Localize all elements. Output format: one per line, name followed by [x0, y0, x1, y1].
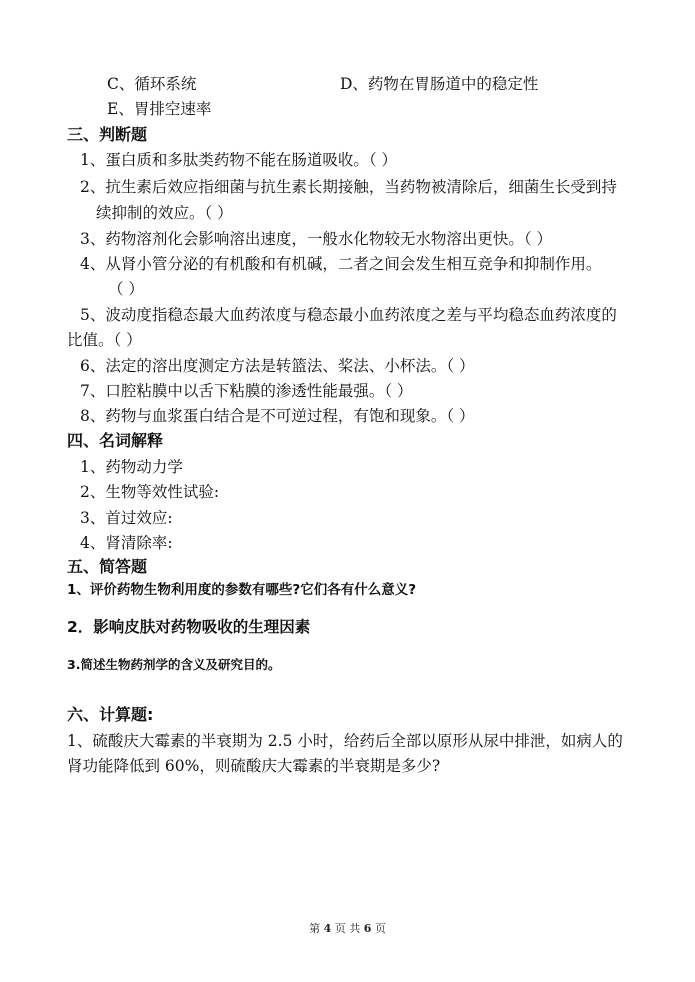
judgement-item-5-cont: 比值。（ ） [67, 331, 142, 349]
option-c: C、循环系统 [107, 75, 197, 93]
definition-item-4: 4、肾清除率: [80, 534, 173, 552]
definition-item-2: 2、生物等效性试验: [80, 483, 220, 501]
calculation-q1-line2: 肾功能降低到 60%，则硫酸庆大霉素的半衰期是多少? [67, 757, 441, 775]
footer-page-number: 4 [323, 922, 332, 935]
definition-item-1: 1、药物动力学 [80, 458, 183, 476]
short-answer-q2: 2．影响皮肤对药物吸收的生理因素 [67, 618, 311, 636]
short-answer-q3: 3.简述生物药剂学的含义及研究目的。 [67, 657, 281, 672]
section-heading-calculation: 六、计算题: [67, 705, 154, 724]
footer-suffix: 页 [374, 922, 386, 935]
option-e: E、胃排空速率 [107, 100, 212, 118]
judgement-item-4-cont: （ ） [108, 280, 144, 298]
judgement-item-1: 1、蛋白质和多肽类药物不能在肠道吸收。（ ） [80, 151, 398, 169]
calculation-q1-line1: 1、硫酸庆大霉素的半衰期为 2.5 小时，给药后全部以原形从尿中排泄，如病人的 [67, 732, 623, 750]
judgement-item-3: 3、药物溶剂化会影响溶出速度，一般水化物较无水物溶出更快。（ ） [80, 230, 553, 248]
section-heading-short-answer: 五、简答题 [67, 557, 148, 576]
definition-item-3: 3、首过效应: [80, 509, 173, 527]
short-answer-q1: 1、评价药物生物利用度的参数有哪些?它们各有什么意义? [67, 582, 417, 598]
option-d: D、药物在胃肠道中的稳定性 [340, 75, 539, 93]
footer-mid: 页 共 [334, 922, 361, 935]
judgement-item-4: 4、从肾小管分泌的有机酸和有机碱，二者之间会发生相互竞争和抑制作用。 [80, 255, 602, 273]
footer-total-pages: 6 [363, 922, 372, 935]
judgement-item-2-cont: 续抑制的效应。（ ） [96, 204, 233, 222]
judgement-item-2: 2、抗生素后效应指细菌与抗生素长期接触，当药物被清除后，细菌生长受到持 [80, 178, 617, 196]
page-footer [0, 920, 695, 936]
footer-prefix: 第 [309, 922, 321, 935]
judgement-item-8: 8、药物与血浆蛋白结合是不可逆过程，有饱和现象。（ ） [80, 407, 475, 425]
judgement-item-5: 5、波动度指稳态最大血药浓度与稳态最小血药浓度之差与平均稳态血药浓度的 [80, 306, 617, 324]
judgement-item-6: 6、法定的溶出度测定方法是转篮法、桨法、小杯法。（ ） [80, 357, 475, 375]
section-heading-judgement: 三、判断题 [67, 125, 148, 144]
judgement-item-7: 7、口腔粘膜中以舌下粘膜的渗透性能最强。（ ） [80, 382, 413, 400]
section-heading-definitions: 四、名词解释 [67, 431, 164, 450]
